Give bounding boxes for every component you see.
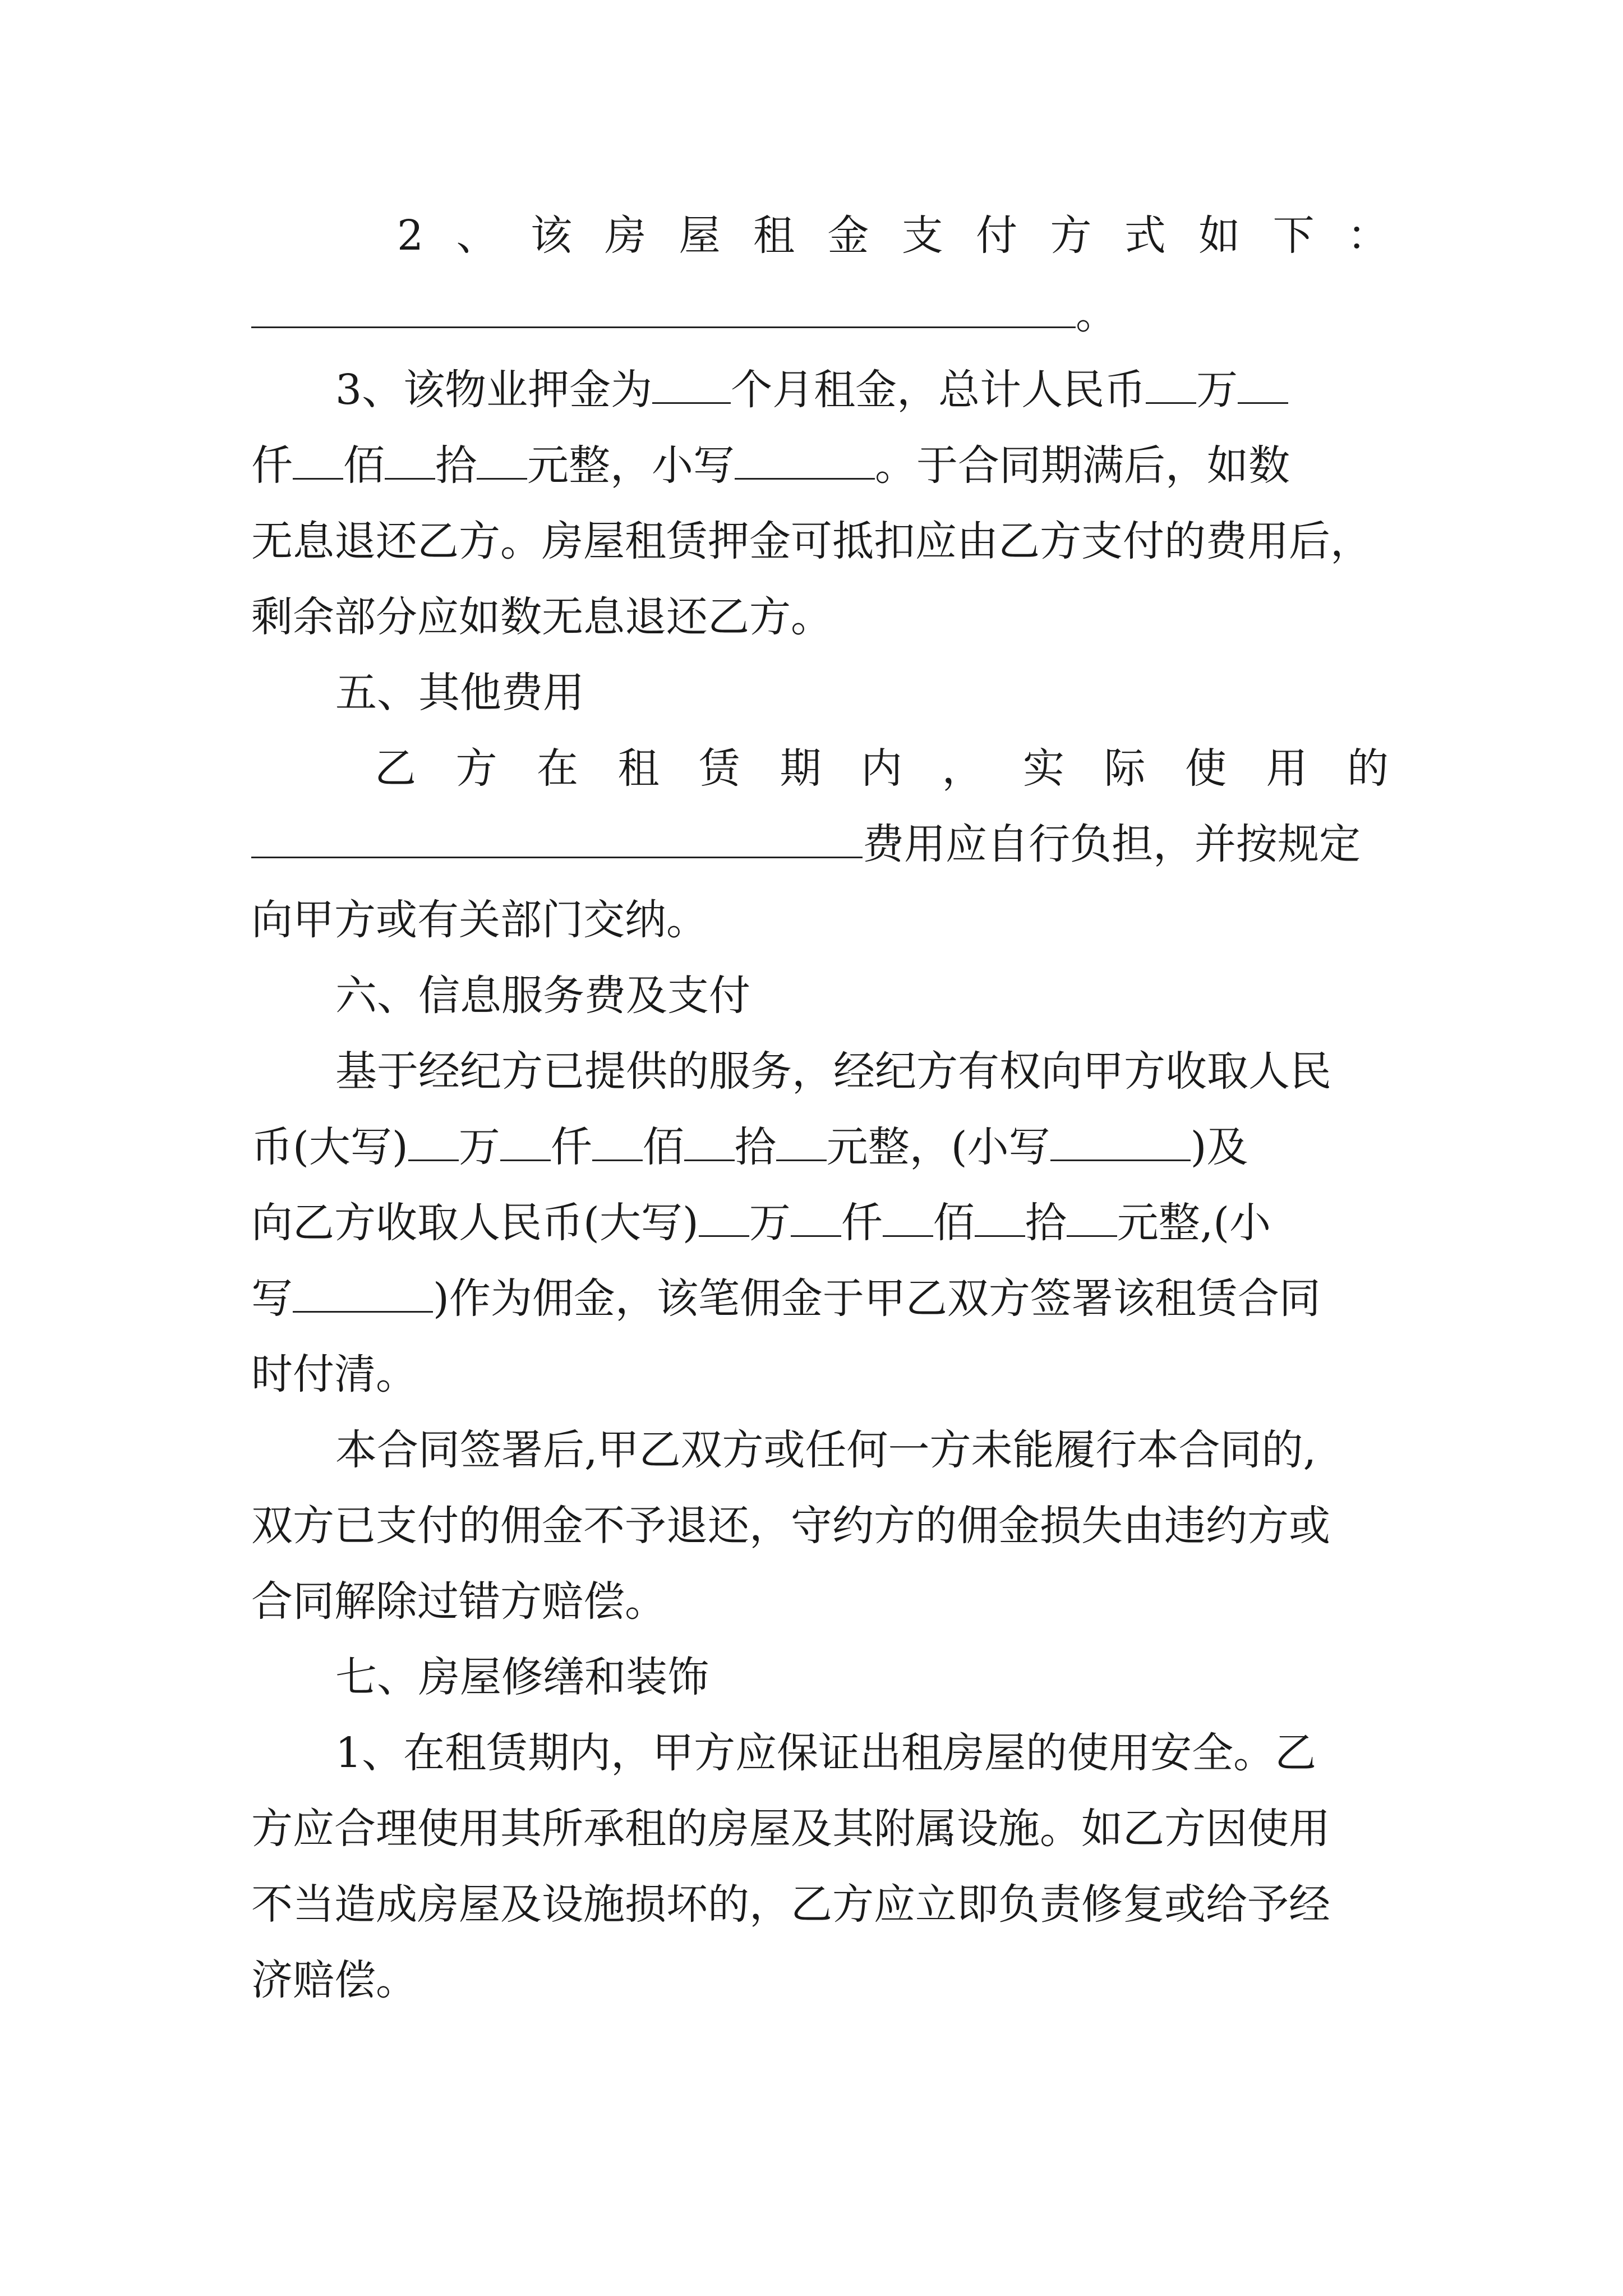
item3-line1 <box>251 356 1389 424</box>
section5-char: 使 <box>1185 744 1227 793</box>
item3-line2 <box>251 432 1389 499</box>
section6-line1: 基于经纪方已提供的服务，经纪方有权向甲方收取人民 <box>335 1047 1331 1096</box>
qian-blank[interactable] <box>1238 357 1288 404</box>
section5-char: 实 <box>1023 744 1064 793</box>
fee-a-yuan-blank[interactable] <box>776 1115 827 1161</box>
wan-blank[interactable] <box>1146 357 1196 404</box>
yuan-blank[interactable] <box>477 433 527 480</box>
section6-line4 <box>251 1265 1389 1332</box>
fee-b-qian-blank[interactable] <box>791 1190 841 1237</box>
section5-line1 <box>251 735 1389 802</box>
item2-blank-line <box>251 280 1389 348</box>
section5-char: 内 <box>861 744 902 793</box>
yuan-lowercase-label: 元整,(小 <box>1117 1199 1271 1247</box>
shi-unit: 拾 <box>435 441 477 490</box>
section5-char: 租 <box>617 744 660 793</box>
section5-line2-text: 费用应自行负担，并按规定 <box>863 820 1361 868</box>
item2-char: 房 <box>605 211 647 260</box>
section5-line3: 向甲方或有关部门交纳。 <box>251 896 708 944</box>
qian-unit: 仟 <box>251 441 293 490</box>
qian-unit: 仟 <box>550 1123 592 1171</box>
deposit-label: 3、该物业押金为 <box>335 366 653 414</box>
section5-char: 乙 <box>375 744 416 793</box>
shi-unit: 拾 <box>1025 1199 1067 1247</box>
item2-char: ： <box>1347 211 1389 260</box>
item2-char: 金 <box>827 211 869 260</box>
section5-line2 <box>251 811 1389 878</box>
item2-char: 屋 <box>679 211 721 260</box>
party-b-fee-label: 向乙方收取人民币(大写) <box>251 1199 699 1247</box>
fee-b-shi-blank[interactable] <box>975 1190 1025 1237</box>
shi-unit: 拾 <box>734 1123 776 1171</box>
section6-para2-line1: 本合同签署后,甲乙双方或任何一方未能履行本合同的, <box>335 1426 1317 1474</box>
bai-unit: 佰 <box>343 441 385 490</box>
bai-blank[interactable] <box>293 433 343 480</box>
section5-char: 用 <box>1266 744 1308 793</box>
fee-a-shi-blank[interactable] <box>684 1115 735 1161</box>
section7-line3: 不当造成房屋及设施损坏的，乙方应立即负责修复或给予经 <box>251 1880 1330 1929</box>
fee-b-bai-blank[interactable] <box>883 1190 933 1237</box>
lowercase-label: 写 <box>251 1274 293 1323</box>
section6-heading: 六、信息服务费及支付 <box>335 972 750 1020</box>
item2-char: 式 <box>1124 211 1166 260</box>
fee-a-qian-blank[interactable] <box>500 1115 551 1161</box>
section6-para2-line3: 合同解除过错方赔偿。 <box>251 1577 666 1626</box>
section5-char: 的 <box>1347 744 1389 793</box>
item2-char: 下 <box>1272 211 1315 260</box>
section5-char: 期 <box>780 744 822 793</box>
item2-char: 方 <box>1050 211 1092 260</box>
item2-char: 租 <box>753 211 795 260</box>
deposit-months-blank[interactable] <box>652 357 731 404</box>
fee-a-bai-blank[interactable] <box>592 1115 643 1161</box>
section6-para2-line2: 双方已支付的佣金不予退还，守约方的佣金损失由违约方或 <box>251 1502 1330 1550</box>
shi-blank[interactable] <box>385 433 435 480</box>
section6-line2 <box>251 1114 1389 1181</box>
section6-line2-tail: )及 <box>1190 1123 1248 1171</box>
fee-b-lowercase-blank[interactable] <box>293 1266 433 1313</box>
refund-text: 。于合同期满后，如数 <box>875 441 1290 490</box>
section5-char: 赁 <box>699 744 740 793</box>
section5-heading: 五、其他费用 <box>335 669 584 717</box>
item2-char: 、 <box>456 211 498 260</box>
wan-unit: 万 <box>458 1123 500 1171</box>
item2-line <box>251 202 1389 269</box>
item2-char: 付 <box>976 211 1018 260</box>
section6-line3 <box>251 1189 1389 1257</box>
yuan-lowercase-label: 元整，(小写 <box>826 1123 1050 1171</box>
bai-unit: 佰 <box>642 1123 684 1171</box>
yuan-lowercase-label: 元整，小写 <box>527 441 735 490</box>
section5-char: ， <box>942 744 984 793</box>
item2-char: 支 <box>901 211 943 260</box>
period: 。 <box>1076 290 1117 338</box>
wan-unit: 万 <box>749 1199 791 1247</box>
item2-char: 如 <box>1198 211 1241 260</box>
item3-line3: 无息退还乙方。房屋租赁押金可抵扣应由乙方支付的费用后， <box>251 517 1372 565</box>
section5-char: 方 <box>455 744 497 793</box>
section5-char: 际 <box>1104 744 1146 793</box>
fee-a-lowercase-blank[interactable] <box>1050 1115 1191 1161</box>
deposit-total-label: 个月租金，总计人民币 <box>731 366 1146 414</box>
fee-a-wan-blank[interactable] <box>408 1115 459 1161</box>
item3-line4: 剩余部分应如数无息退还乙方。 <box>251 593 832 641</box>
section5-char: 在 <box>537 744 578 793</box>
section6-line5: 时付清。 <box>251 1350 417 1398</box>
fee-b-yuan-blank[interactable] <box>1067 1190 1117 1237</box>
bai-unit: 佰 <box>933 1199 975 1247</box>
payment-method-blank[interactable] <box>251 282 1076 328</box>
section7-heading: 七、房屋修缮和装饰 <box>335 1653 709 1701</box>
section6-line4-text: )作为佣金，该笔佣金于甲乙双方签署该租赁合同 <box>433 1274 1321 1323</box>
rmb-uppercase-label: 币(大写) <box>251 1123 408 1171</box>
other-fees-blank[interactable] <box>251 812 863 858</box>
qian-unit: 仟 <box>841 1199 883 1247</box>
section7-line1: 1、在租赁期内，甲方应保证出租房屋的使用安全。乙 <box>335 1729 1317 1777</box>
lowercase-amount-blank[interactable] <box>735 433 875 480</box>
section7-line4: 济赔偿。 <box>251 1956 417 2004</box>
section7-line2: 方应合理使用其所承租的房屋及其附属设施。如乙方因使用 <box>251 1805 1330 1853</box>
fee-b-wan-blank[interactable] <box>699 1190 749 1237</box>
item2-char: 2 <box>397 211 424 260</box>
wan-unit: 万 <box>1196 366 1238 414</box>
item2-char: 该 <box>530 211 572 260</box>
